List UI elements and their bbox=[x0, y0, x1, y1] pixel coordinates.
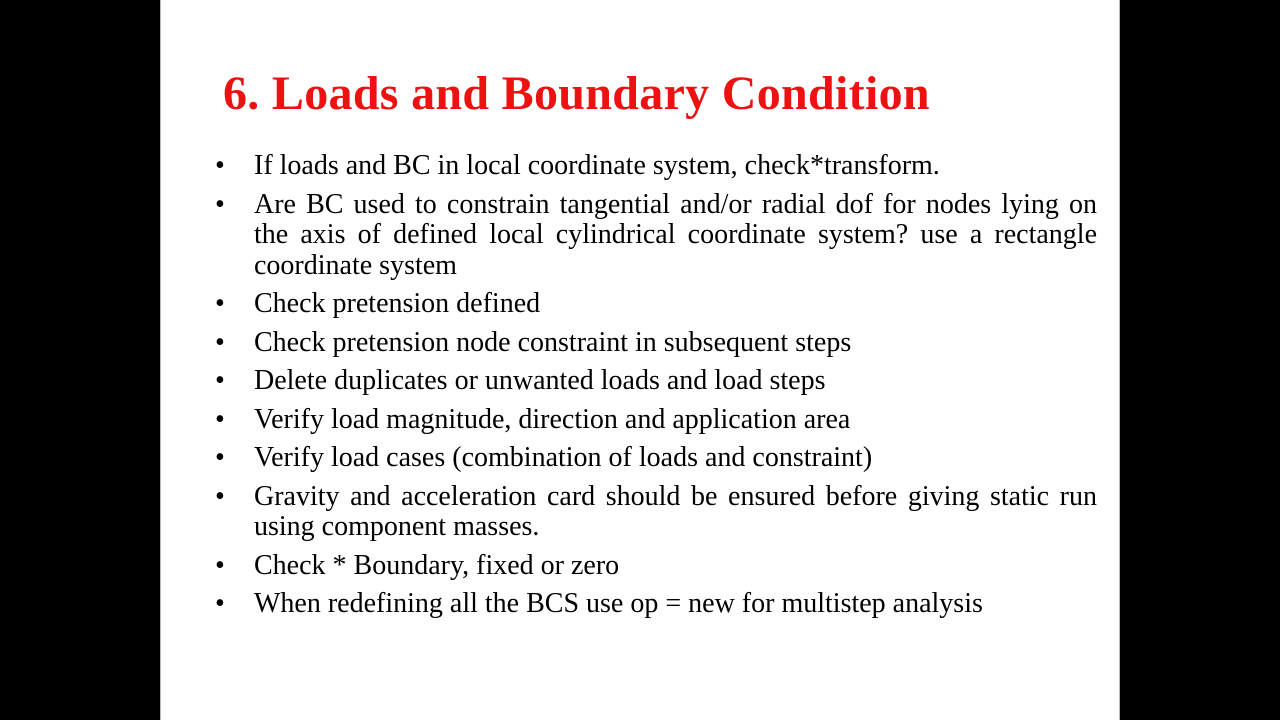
bullet-icon: • bbox=[215, 480, 225, 512]
bullet-text: Gravity and acceleration card should be ensured before giving static run using component masses. bbox=[254, 480, 1097, 542]
bullet-icon: • bbox=[215, 442, 225, 473]
bullet-icon: • bbox=[215, 549, 225, 581]
bullet-text: Verify load magnitude, direction and application area bbox=[254, 403, 851, 435]
slide-title: 6. Loads and Boundary Condition bbox=[223, 67, 930, 120]
bullet-text: When redefining all the BCS use op = new for multistep analysis bbox=[254, 588, 983, 619]
bullet-text: If loads and BC in local coordinate system, check*transform. bbox=[254, 150, 940, 181]
bullet-item bbox=[215, 366, 1097, 397]
bullet-item bbox=[215, 551, 1097, 582]
bullet-item bbox=[215, 482, 1097, 543]
bullet-item bbox=[215, 289, 1097, 320]
bullet-item bbox=[215, 328, 1097, 359]
bullet-item bbox=[215, 151, 1097, 182]
bullet-text: Check pretension node constraint in subsequent steps bbox=[254, 326, 852, 358]
bullet-item bbox=[215, 589, 1097, 620]
bullet-icon: • bbox=[215, 288, 225, 319]
bullet-icon: • bbox=[215, 588, 225, 619]
bullet-text: Are BC used to constrain tangential and/or radial dof for nodes lying on the axis of defined local cylindrical coordinate system? use a rectangle coordinate system bbox=[254, 188, 1097, 281]
bullet-icon: • bbox=[215, 150, 225, 181]
bullet-item bbox=[215, 443, 1097, 474]
slide bbox=[160, 0, 1120, 720]
bullet-icon: • bbox=[215, 326, 225, 358]
bullet-text: Verify load cases (combination of loads and constraint) bbox=[254, 442, 873, 473]
bullet-text: Check * Boundary, fixed or zero bbox=[254, 549, 620, 581]
bullet-icon: • bbox=[215, 365, 225, 396]
bullet-icon: • bbox=[215, 403, 225, 435]
bullet-item bbox=[215, 190, 1097, 282]
bullet-text: Check pretension defined bbox=[254, 288, 541, 319]
bullet-icon: • bbox=[215, 188, 225, 220]
bullet-list bbox=[215, 151, 1097, 628]
bullet-text: Delete duplicates or unwanted loads and load steps bbox=[254, 365, 826, 396]
bullet-item bbox=[215, 405, 1097, 436]
